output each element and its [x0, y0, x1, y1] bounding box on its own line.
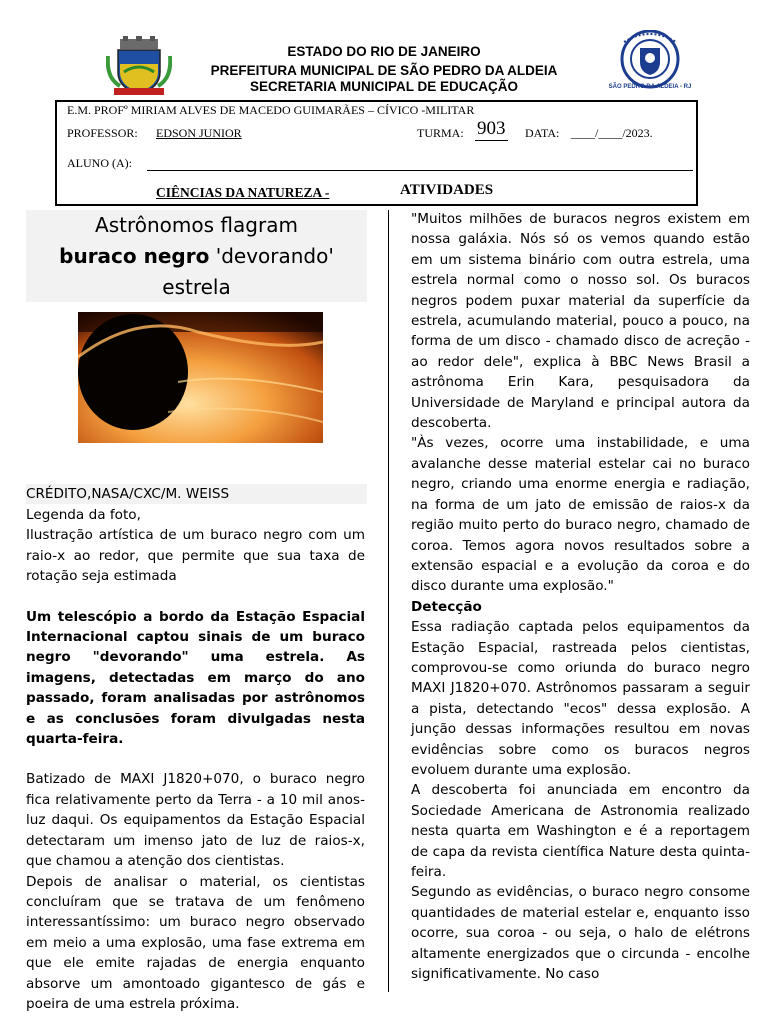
header-state: ESTADO DO RIO DE JANEIRO	[287, 44, 481, 59]
turma-label: TURMA:	[417, 126, 464, 140]
professor-label: PROFESSOR:	[67, 126, 138, 140]
paragraph-7: Segundo as evidências, o buraco negro consome quantidades de material estelar e, enquanto isso ocorre, sua coroa - ou seja, o halo de elétrons altamente energizados que o circunda - encolhe significativamente. No caso	[411, 884, 750, 983]
date-label: DATA:	[525, 126, 560, 140]
paragraph-4: "Às vezes, ocorre uma instabilidade, e uma avalanche desse material estelar cai no buraco negro, criando uma enorme energia e radiação, na forma de um jato de emissão de raios-x da região muito perto do buraco negro, chamado de coroa. Temos agora novos resultados sobre a extensão espacial e a evolução da coroa e do disco durante uma explosão."	[411, 435, 750, 595]
right-column	[411, 209, 750, 984]
activity-label: ATIVIDADES	[400, 182, 494, 198]
paragraph-1: Batizado de MAXI J1820+070, o buraco negro fica relativamente perto da Terra - a 10 mil anos-luz daqui. Os equipamentos da Estação Espacial detectaram um imenso jato de luz de raios-x, que chamou a atenção dos cientistas.	[26, 771, 365, 870]
title-line-2	[26, 241, 367, 272]
photo-credit: CRÉDITO,NASA/CXC/M. WEISS	[26, 484, 367, 504]
left-column	[26, 505, 365, 1014]
black-hole-illustration	[78, 312, 323, 443]
paragraph-6: A descoberta foi anunciada em encontro da Sociedade Americana de Astronomia realizado nesta quarta em Washington e é a reportagem de capa da revista científica Nature desta quinta-feira.	[411, 782, 750, 880]
lead-paragraph: Um telescópio a bordo da Estação Espacial Internacional captou sinais de um buraco negro "devorando" uma estrela. As imagens, detectadas em março do ano passado, foram analisadas por astrônomos e as conclusões foram divulgadas nesta quarta-feira.	[26, 608, 365, 748]
paragraph-5: Essa radiação captada pelos equipamentos da Estação Espacial, rastreada pelos cientistas, comprovou-se como oriunda do buraco negro MAXI J1820+070. Astrônomos passaram a seguir a pista, detectando "ecos" dessa explosão. A junção dessas informações resultou em novas evidências sobre como os buracos negros evoluem durante uma explosão.	[411, 619, 750, 778]
photo-caption: Ilustração artística de um buraco negro com um raio-x ao redor, que permite que sua taxa de rotação seja estimada	[26, 527, 365, 585]
title-line-3: estrela	[162, 275, 231, 299]
aluno-label: ALUNO (A):	[67, 156, 132, 170]
header-secretariat: SECRETARIA MUNICIPAL DE EDUCAÇÃO	[249, 79, 518, 94]
school-name: E.M. PROFº MIRIAM ALVES DE MACEDO GUIMARÃES – CÍVICO -MILITAR	[67, 103, 475, 117]
student-info-box	[55, 100, 698, 206]
caption-label: Legenda da foto,	[26, 507, 141, 523]
turma-value: 903	[477, 118, 506, 139]
column-divider	[388, 210, 389, 992]
paragraph-3: "Muitos milhões de buracos negros existem em nossa galáxia. Nós só os vemos quando estão em um sistema binário com outra estrela, uma estrela normal como o nosso sol. Os buracos negros podem puxar material da superfície da estrela, acumulando material, pouco a pouco, na forma de um disco - chamado disco de acreção - ao redor dele", explica à BBC News Brasil a astrônoma Erin Kara, pesquisadora da Universidade de Maryland e principal autora da descoberta.	[411, 211, 750, 432]
subject-label: CIÊNCIAS DA NATUREZA -	[156, 185, 330, 200]
paragraph-2: Depois de analisar o material, os cientistas concluíram que se tratava de um fenômeno interessantíssimo: um buraco negro observado em meio a uma explosão, uma fase extrema em que ele emite rajadas de energia enquanto absorve um amontoado gigantesco de gás e poeira de uma estrela próxima.	[26, 873, 365, 1012]
title-rest: 'devorando'	[209, 244, 334, 268]
title-bold: buraco negro	[59, 244, 210, 268]
header-prefecture: PREFEITURA MUNICIPAL DE SÃO PEDRO DA ALDEIA	[210, 63, 558, 78]
professor-name: EDSON JUNIOR	[156, 126, 242, 140]
title-line-1: Astrônomos flagram	[95, 213, 298, 237]
aluno-name-line[interactable]	[147, 170, 693, 171]
seal-caption: SÃO PEDRO DA ALDEIA - RJ	[608, 84, 692, 90]
article-title	[26, 210, 367, 302]
section-heading: Detecção	[411, 598, 482, 615]
date-field[interactable]: ____/____/2023.	[571, 126, 653, 140]
